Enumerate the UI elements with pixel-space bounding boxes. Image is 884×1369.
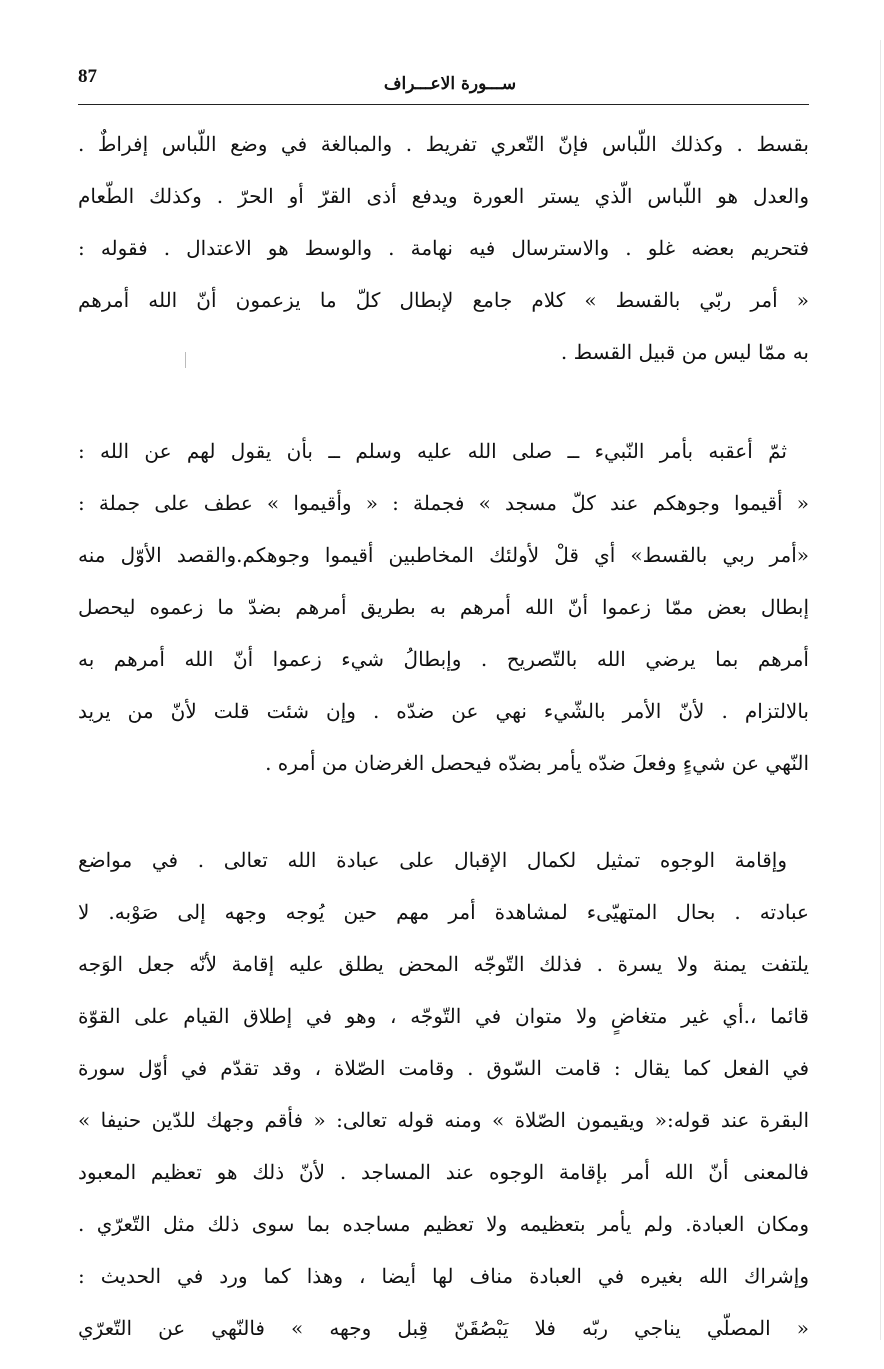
text-line: قائما ،.أي غير متغاضٍ ولا متوان في التّوجّه ، وهو في إطلاق القيام على القوّة [78,1004,809,1028]
paragraph-spacer [78,789,809,834]
text-line: « المصلّي يناجي ربّه فلا يَبْصُقَنّ قِبل وجهه » فالنّهي عن التّعرّي [78,1316,809,1340]
text-line: النّهي عن شيءٍ وفعلَ ضدّه يأمر بضدّه فيحصل الغرضان من أمره . [265,751,809,775]
paragraph-2 [78,425,809,789]
scan-mark [185,352,186,368]
text-line: «أمر ربي بالقسط» أي قلْ لأولئك المخاطبين أقيموا وجوهكم.والقصد الأوّل منه [78,543,809,567]
text-line: ومكان العبادة. ولم يأمر بتعظيمه ولا تعظيم مساجده بما سوى ذلك مثل التّعرّي . [78,1212,809,1236]
text-line: في الفعل كما يقال : قامت السّوق . وقامت الصّلاة ، وقد تقدّم في أوّل سورة [78,1056,809,1080]
text-line: « أقيموا وجوهكم عند كلّ مسجد » فجملة : « وأقيموا » عطف على جملة : [78,491,809,515]
text-line: ثمّ أعقبه بأمر النّبيء ــ صلى الله عليه وسلم ــ بأن يقول لهم عن الله : [78,439,787,463]
header-rule [78,104,809,105]
page-number: 87 [78,66,97,87]
text-line: أمرهم بما يرضي الله بالتّصريح . وإبطالُ شيء زعموا أنّ الله أمرهم به [78,647,809,671]
text-line: والعدل هو اللّباس الّذي يستر العورة ويدفع أذى القرّ أو الحرّ . وكذلك الطّعام [78,184,809,208]
text-line: بقسط . وكذلك اللّباس فإنّ التّعري تفريط . والمبالغة في وضع اللّباس إفراطٌ . [78,132,809,156]
text-line: بالالتزام . لأنّ الأمر بالشّيء نهي عن ضدّه . وإن شئت قلت لأنّ من يريد [78,699,809,723]
text-line: « أمر ربّي بالقسط » كلام جامع لإبطال كلّ ما يزعمون أنّ الله أمرهم [78,288,809,312]
body-text [78,118,809,1354]
paragraph-spacer [78,378,809,425]
text-line: يلتفت يمنة ولا يسرة . فذلك التّوجّه المحض يطلق عليه إقامة لأنّه جعل الوَجه [78,952,809,976]
running-head-title: ســـورة الاعـــراف [383,74,517,94]
text-line: البقرة عند قوله:« ويقيمون الصّلاة » ومنه قوله تعالى: « فأقم وجهك للدّين حنيفا » [78,1108,809,1132]
scan-mark [880,40,881,1340]
text-line: فالمعنى أنّ الله أمر بإقامة الوجوه عند المساجد . لأنّ ذلك هو تعظيم المعبود [78,1160,809,1184]
text-line: به ممّا ليس من قبيل القسط . [560,340,809,364]
text-line: وإشراك الله بغيره في العبادة مناف لها أيضا ، وهذا كما ورد في الحديث : [78,1264,809,1288]
text-line: عبادته . بحال المتهيّىء لمشاهدة أمر مهم حين يُوجه وجهه إلى صَوْبه. لا [78,900,809,924]
text-line: فتحريم بعضه غلو . والاسترسال فيه نهامة . والوسط هو الاعتدال . فقوله : [78,236,809,260]
paragraph-3 [78,834,809,1354]
paragraph-1 [78,118,809,378]
text-line: وإقامة الوجوه تمثيل لكمال الإقبال على عبادة الله تعالى . في مواضع [78,848,787,872]
text-line: إبطال بعض ممّا زعموا أنّ الله أمرهم به بطريق أمرهم بضدّ ما زعموه ليحصل [78,595,809,619]
